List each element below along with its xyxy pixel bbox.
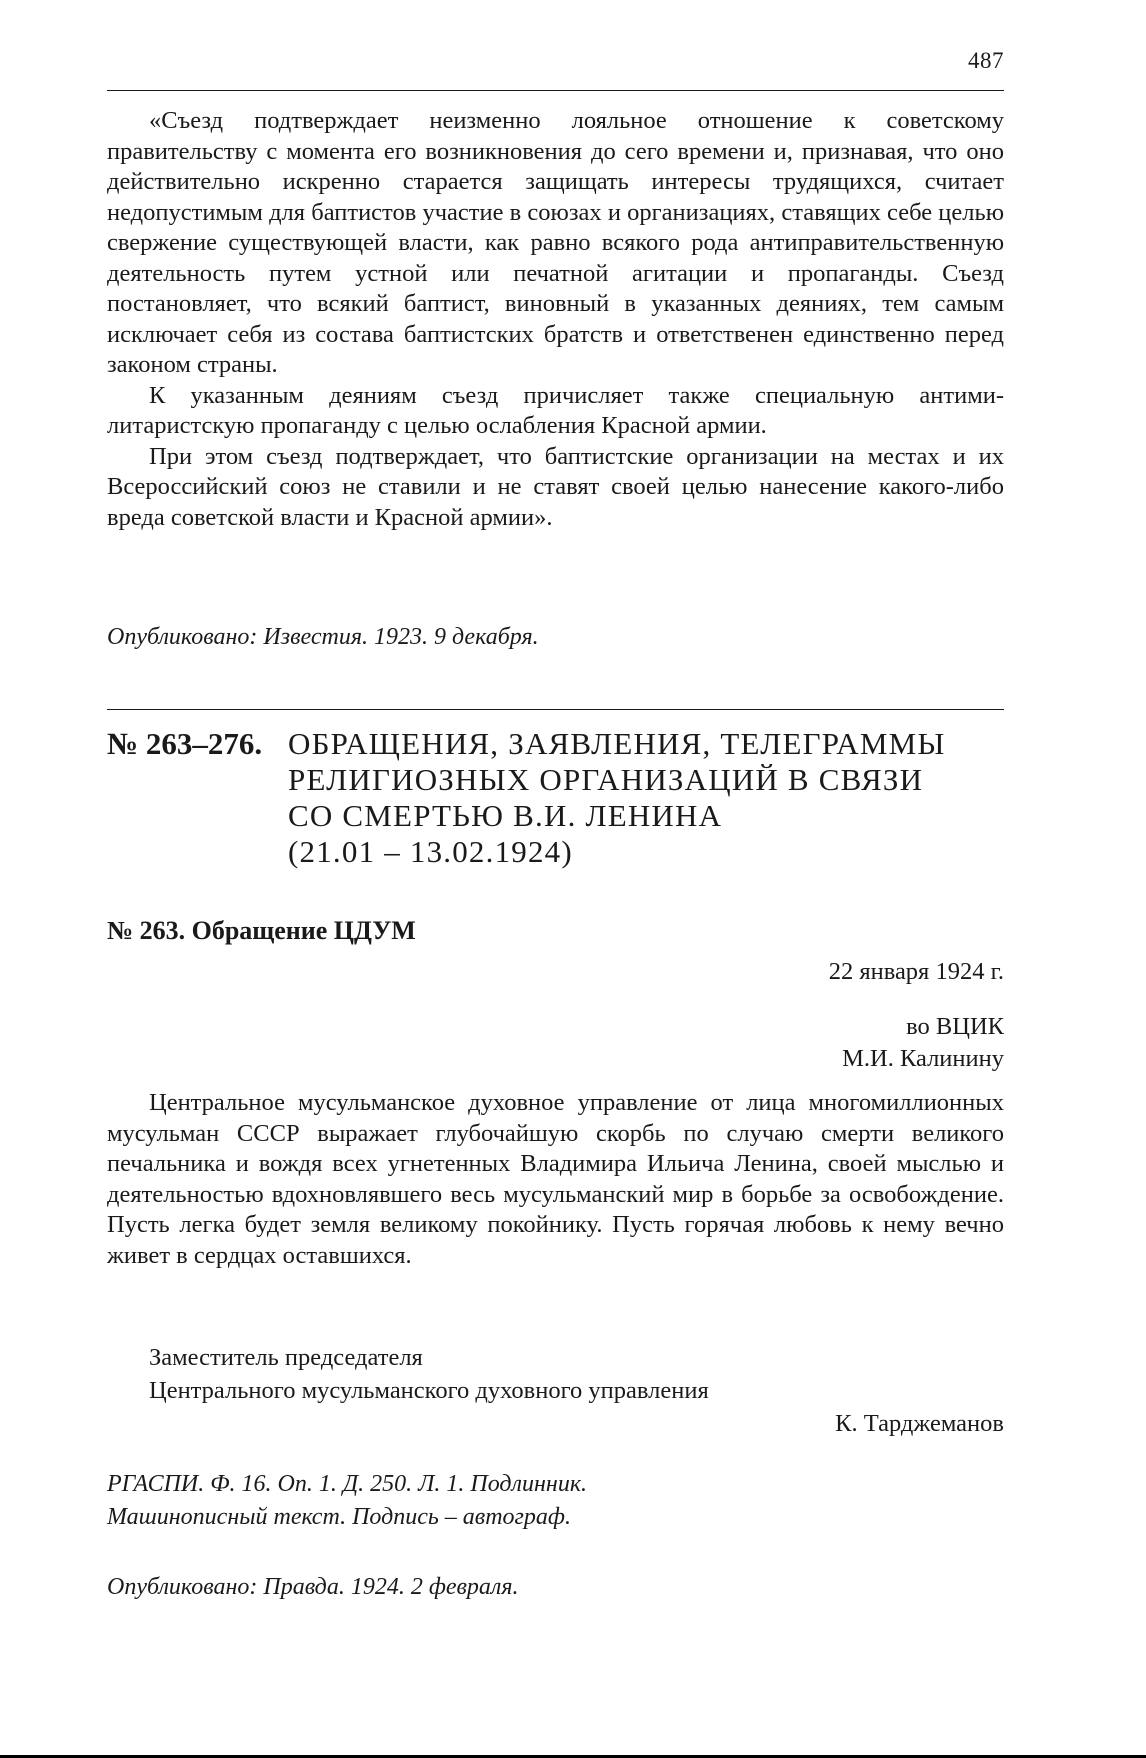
quote-paragraph-1: «Съезд подтверждает неизменно лояльное отношение к советскому правительству с момента его возникновения до сего времени и, признавая, что оно действительно искренно старается защищать интересы трудящихся, считает недопустимым для баптистов участие в союзах и организациях, ставящих себе целью свержение существующей власти, как равно всякого рода антиправительственную деятельность путем устной или печатной агитации и пропаганды. Съезд постановляет, что всякий баптист, виновный в указанных деяниях, тем самым исключает себя из состава баптистских братств и ответственен единственно перед законом страны. [107,107,1004,378]
document-date: 22 января 1924 г. [828,958,1004,985]
signature-block [149,1341,1004,1440]
signature-name: К. Тарджеманов [835,1410,1004,1437]
signature-position-line-2: Центрального мусульманского духовного управления [149,1377,709,1404]
collection-heading [107,726,1004,870]
archive-reference [107,1468,587,1534]
collection-number: № 263–276. [107,726,263,761]
quote-paragraph-2: К указанным деяниям съезд причисляет также специальную антимилитаристскую пропаганду с целью ослабления Красной армии. [107,381,1004,439]
published-note-2: Опубликовано: Правда. 1924. 2 февраля. [107,1574,519,1600]
document-body [107,1088,1004,1271]
page-number: 487 [968,48,1004,73]
signature-position-line-1: Заместитель председателя [149,1344,423,1371]
document-body-paragraph: Центральное мусульманское духовное управление от лица многомиллионных мусульман СССР выражает глубочайшую скорбь по случаю смерти великого печальника и вождя всех угнетенных Владимира Ильича Ленина, своей мыслью и деятельностью вдохновлявшего весь мусульманский мир в борьбе за освобождение. Пусть легка будет земля великому покойнику. Пусть горячая любовь к нему вечно живет в сердцах оставшихся. [107,1089,1004,1269]
addressee [842,1011,1004,1075]
document-title: № 263. Обращение ЦДУМ [107,916,416,945]
quote-paragraph-3: При этом съезд подтверждает, что баптистские организации на местах и их Всероссийский союз не ставили и не ставят своей целью нанесение какого-либо вреда советской власти и Красной армии». [107,442,1004,531]
collection-date-range: (21.01 – 13.02.1924) [288,834,573,869]
archive-line-2: Машинописный текст. Подпись – автограф. [107,1504,571,1530]
quote-block [107,106,1004,533]
archive-line-1: РГАСПИ. Ф. 16. Оп. 1. Д. 250. Л. 1. Подлинник. [107,1471,588,1497]
collection-title-line-1: ОБРАЩЕНИЯ, ЗАЯВЛЕНИЯ, ТЕЛЕГРАММЫ [288,726,946,761]
header-rule [107,90,1004,91]
addressee-line-1: во ВЦИК [906,1013,1004,1040]
collection-title-line-3: СО СМЕРТЬЮ В.И. ЛЕНИНА [288,798,723,833]
section-rule [107,709,1004,710]
collection-title-line-2: РЕЛИГИОЗНЫХ ОРГАНИЗАЦИЙ В СВЯЗИ [288,762,924,797]
published-note-1: Опубликовано: Известия. 1923. 9 декабря. [107,624,539,650]
addressee-line-2: М.И. Калинину [842,1045,1004,1072]
document-page [107,0,1004,1758]
